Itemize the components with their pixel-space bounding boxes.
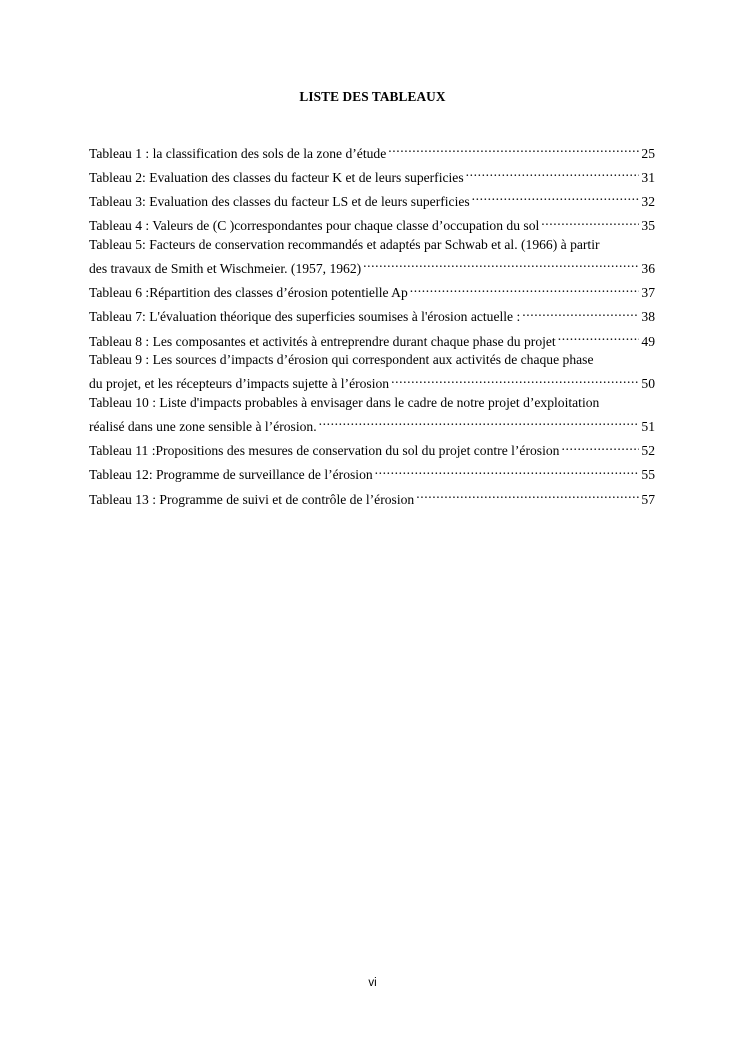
toc-entry-text: Tableau 7: L'évaluation théorique des superficies soumises à l'érosion actuelle :: [89, 309, 521, 325]
dot-leader: [466, 163, 640, 182]
dot-leader: [391, 370, 639, 389]
toc-entry-page-number: 32: [641, 193, 655, 209]
toc-entry-page-number: 36: [641, 260, 655, 276]
dot-leader: [388, 139, 639, 158]
dot-leader: [472, 187, 640, 206]
toc-entry-line: [89, 437, 655, 461]
dot-leader: [363, 254, 639, 273]
toc-entry-line: [89, 327, 655, 351]
dot-leader: [561, 437, 639, 456]
toc-entry-line: [89, 163, 655, 187]
toc-entry[interactable]: [89, 187, 655, 211]
toc-entry-page-number: 50: [641, 376, 655, 392]
toc-entry[interactable]: [89, 327, 655, 351]
dot-leader: [416, 485, 639, 504]
toc-entry-text: Tableau 6 :Répartition des classes d’érosion potentielle Ap: [89, 285, 408, 301]
toc-entry-line: [89, 485, 655, 509]
toc-entry[interactable]: [89, 163, 655, 187]
toc-entry-text: Tableau 13 : Programme de suivi et de contrôle de l’érosion: [89, 491, 415, 507]
toc-entry-page-number: 51: [641, 419, 655, 435]
dot-leader: [319, 412, 640, 431]
toc-entry-text: réalisé dans une zone sensible à l’érosion.: [89, 419, 317, 435]
toc-entry-page-number: 38: [641, 309, 655, 325]
toc-entry-text: Tableau 3: Evaluation des classes du facteur LS et de leurs superficies: [89, 193, 470, 209]
toc-entry-line: [89, 254, 655, 278]
toc-entry-page-number: 55: [641, 467, 655, 483]
toc-entry-line: [89, 412, 655, 436]
dot-leader: [522, 303, 639, 322]
toc-entry-page-number: 25: [641, 145, 655, 161]
toc-entry-line: [89, 461, 655, 485]
toc-entry-text: Tableau 10 : Liste d'impacts probables à envisager dans le cadre de notre projet d’exploitation: [89, 394, 600, 410]
toc-entry-line: [89, 139, 655, 163]
toc-entry-text: Tableau 12: Programme de surveillance de l’érosion: [89, 467, 373, 483]
toc-entry[interactable]: [89, 236, 655, 279]
dot-leader: [558, 327, 640, 346]
toc-entry-text: Tableau 8 : Les composantes et activités à entreprendre durant chaque phase du projet: [89, 333, 556, 349]
toc-entry-line: [89, 370, 655, 394]
toc-entry[interactable]: [89, 351, 655, 394]
toc-entry[interactable]: [89, 485, 655, 509]
dot-leader: [541, 212, 639, 231]
toc-entry-text: Tableau 9 : Les sources d’impacts d’érosion qui correspondent aux activités de chaque phase: [89, 352, 594, 368]
dot-leader: [410, 279, 640, 298]
toc-entry-page-number: 52: [641, 443, 655, 459]
toc-entry[interactable]: [89, 394, 655, 437]
toc-entry[interactable]: [89, 303, 655, 327]
toc-entry-text: du projet, et les récepteurs d’impacts sujette à l’érosion: [89, 376, 390, 392]
page-number: vi: [368, 977, 377, 989]
toc-entry-text: des travaux de Smith et Wischmeier. (1957, 1962): [89, 260, 362, 276]
toc-entry-line: [89, 303, 655, 327]
toc-entry[interactable]: [89, 139, 655, 163]
toc-entry-page-number: 35: [641, 218, 655, 234]
toc-entry-line: [89, 212, 655, 236]
toc-entry[interactable]: [89, 461, 655, 485]
toc-entry-line: [89, 187, 655, 211]
toc-entry-page-number: 37: [641, 285, 655, 301]
toc-entry-line: [89, 279, 655, 303]
toc-entry-text: Tableau 5: Facteurs de conservation recommandés et adaptés par Schwab et al. (1966) à partir: [89, 236, 600, 252]
toc-entry-page-number: 31: [641, 169, 655, 185]
toc-entry[interactable]: [89, 279, 655, 303]
toc-entry[interactable]: [89, 212, 655, 236]
toc-entry-text: Tableau 11 :Propositions des mesures de conservation du sol du projet contre l’érosion: [89, 443, 560, 459]
table-list: [89, 139, 655, 509]
toc-entry-text: Tableau 1 : la classification des sols de la zone d’étude: [89, 145, 387, 161]
toc-entry-text: Tableau 4 : Valeurs de (C )correspondantes pour chaque classe d’occupation du sol: [89, 218, 540, 234]
toc-entry-text: Tableau 2: Evaluation des classes du facteur K et de leurs superficies: [89, 169, 464, 185]
page-title: LISTE DES TABLEAUX: [299, 89, 446, 104]
toc-entry-page-number: 49: [641, 333, 655, 349]
toc-entry-page-number: 57: [641, 491, 655, 507]
toc-entry[interactable]: [89, 437, 655, 461]
dot-leader: [375, 461, 640, 480]
